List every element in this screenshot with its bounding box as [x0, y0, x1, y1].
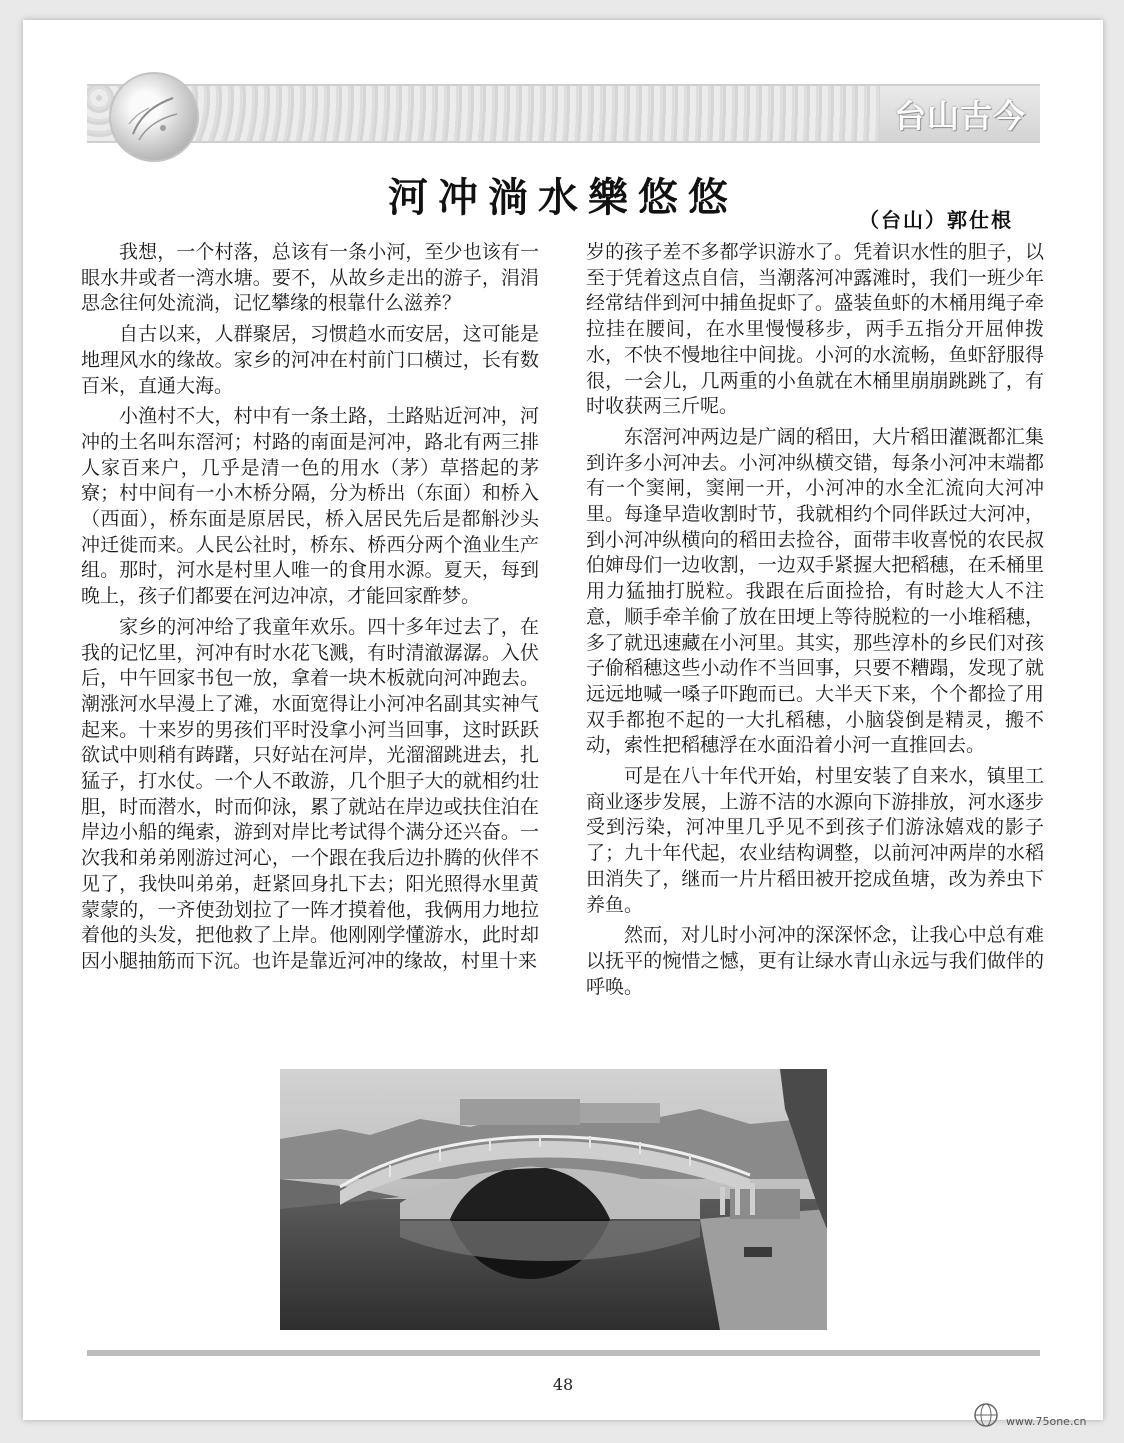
- article-author: （台山）郭仕根: [859, 208, 1013, 232]
- article-title: 河冲淌水樂悠悠: [388, 174, 738, 221]
- paragraph: 小渔村不大，村中有一条土路，土路贴近河冲，河冲的土名叫东滘河；村路的南面是河冲，路北有两三排人家百来户，几乎是清一色的用水（茅）草搭起的茅寮；村中间有一小木桥分隔，分为桥出（东面）和桥入（西面），桥东面是原居民，桥入居民先后是都斛沙头冲迁徙而来。人民公社时，桥东、桥西分两个渔业生产组。那时，河水是村里人唯一的食用水源。夏天，每到晚上，孩子们都要在河边冲凉，才能回家酢梦。: [81, 405, 539, 608]
- site-watermark: [968, 1395, 1108, 1435]
- paragraph: 岁的孩子差不多都学识游水了。凭着识水性的胆子，以至于凭着这点自信，当潮落河冲露滩时，我们一班少年经常结伴到河中捕鱼捉虾了。盛装鱼虾的木桶用绳子牵拉挂在腰间，在水里慢慢移步，两手五指分开屈伸拨水，不快不慢地往中间拢。小河的水流畅，鱼虾舒服得很，一会儿，几两重的小鱼就在木桶里崩崩跳跳了，有时收获两三斤呢。: [586, 241, 1044, 418]
- paragraph: 然而，对儿时小河冲的深深怀念，让我心中总有难以抚平的惋惜之憾，更有让绿水青山永远与我们做伴的呼唤。: [586, 924, 1044, 998]
- paragraph: 自古以来，人群聚居，习惯趋水而安居，这可能是地理风水的缘故。家乡的河冲在村前门口横过，长有数百米，直通大海。: [81, 323, 539, 397]
- magazine-page: [23, 20, 1103, 1428]
- text-column-right: [586, 240, 1044, 1005]
- paragraph: 东滘河冲两边是广阔的稻田，大片稻田灌溉都汇集到许多小河冲去。小河冲纵横交错，每条小河冲末端都有一个窦闸，窦闸一开，小河冲的水全汇流向大河冲里。每逢早造收割时节，我就相约个同伴跃过大河冲，到小河冲纵横向的稻田去捡谷，面带丰收喜悦的农民叔伯婶母们一边收割，一边双手紧握大把稻穗，在禾桶里用力猛抽打脱粒。我跟在后面捡拾，有时趁大人不注意，顺手牵羊偷了放在田埂上等待脱粒的一小堆稻穗，多了就迅速藏在小河里。其实，那些淳朴的乡民们对孩子偷稻穗这些小动作不当回事，只要不糟蹋，发现了就远远地喊一嗓子吓跑而已。大半天下来，个个都捡了用双手都抱不起的一大扎稻穗，小脑袋倒是精灵，搬不动，索性把稻穗浮在水面沿着小河一直推回去。: [586, 425, 1044, 757]
- bridge-photo: [280, 1069, 827, 1330]
- column-tab: [880, 86, 1040, 141]
- paragraph: 可是在八十年代开始，村里安装了自来水，镇里工商业逐步发展，上游不洁的水源向下游排放，河水逐步受到污染，河冲里几乎见不到孩子们游泳嬉戏的影子了；九十年代起，农业结构调整，以前河冲两岸的水稻田消失了，继而一片片稻田被开挖成鱼塘，改为养虫下养鱼。: [586, 765, 1044, 916]
- page-number: 48: [552, 1375, 574, 1394]
- footer-rule: [87, 1350, 1040, 1356]
- text-column-left: [81, 240, 539, 980]
- paragraph: 我想，一个村落，总该有一条小河，至少也该有一眼水井或者一湾水塘。要不，从故乡走出的游子，涓涓思念往何处流淌，记忆攀缘的根靠什么滋养？: [81, 241, 539, 315]
- stone-emblem-icon: [109, 72, 199, 162]
- globe-logo-icon: [968, 1395, 1004, 1431]
- header-band: [87, 84, 1040, 143]
- column-title: 台山古今: [893, 96, 1026, 135]
- paragraph: 家乡的河冲给了我童年欢乐。四十多年过去了，在我的记忆里，河冲有时水花飞溅，有时清澈潺潺。入伏后，中午回家书包一放，拿着一块木板就向河冲跑去。潮涨河水早漫上了滩，水面宽得让小河冲名副其实神气起来。十来岁的男孩们平时没拿小河当回事，这时跃跃欲试中则稍有踌躇，只好站在河岸，光溜溜跳进去，扎猛子，打水仗。一个人不敢游，几个胆子大的就相约壮胆，时而潜水，时而仰泳，累了就站在岸边或扶住泊在岸边小船的绳索，游到对岸比考试得个满分还兴奋。一次我和弟弟刚游过河心，一个跟在我后边扑腾的伙伴不见了，我快叫弟弟，赶紧回身扎下去；阳光照得水里黄蒙蒙的，一齐使劲划拉了一阵才摸着他，我俩用力地拉着他的头发，把他救了上岸。他刚刚学懂游水，此时却因小腿抽筋而下沉。也许是靠近河冲的缘故，村里十来: [81, 615, 539, 972]
- watermark-text: www.75one.cn: [1006, 1415, 1087, 1428]
